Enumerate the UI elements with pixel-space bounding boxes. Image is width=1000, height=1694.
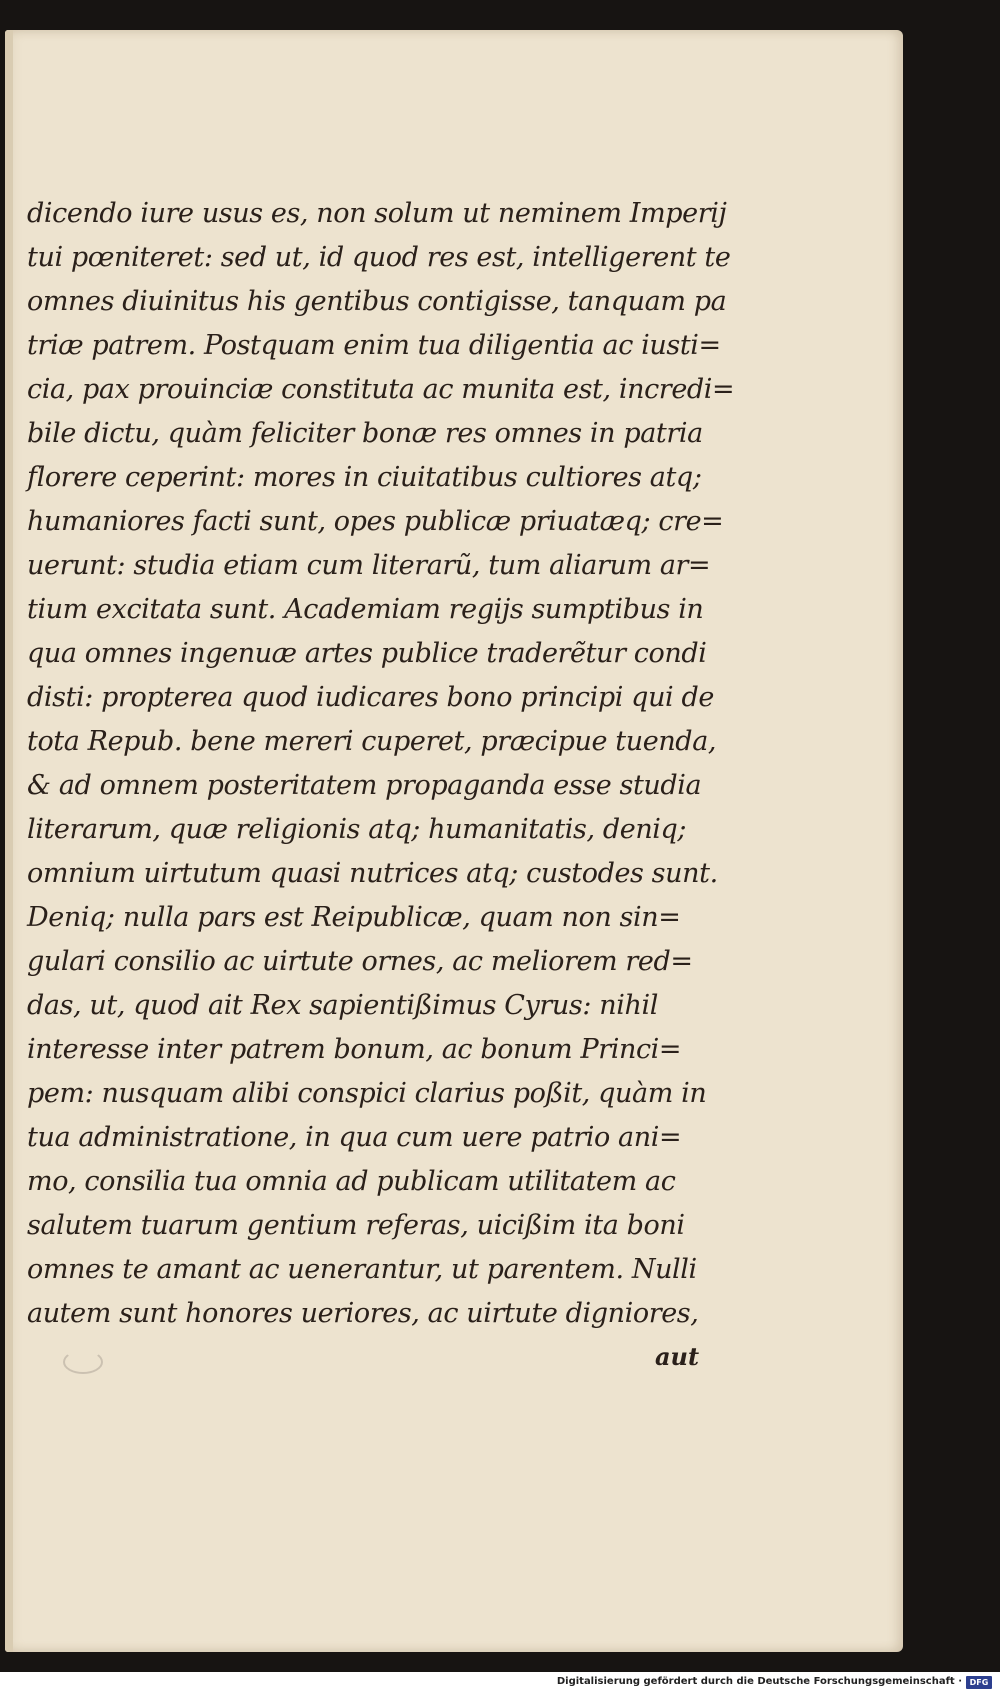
text-line: pem: nusquam alibi conspici clarius poßit, quàm in (27, 1078, 707, 1109)
text-line: omnes te amant ac uenerantur, ut parentem. Nulli (27, 1254, 697, 1285)
text-line: uerunt: studia etiam cum literarũ, tum aliarum ar= (27, 550, 711, 581)
text-line: literarum, quæ religionis atq; humanitatis, deniq; (27, 814, 687, 845)
text-line: tota Repub. bene mereri cuperet, præcipue tuenda, (27, 726, 717, 757)
text-line: disti: propterea quod iudicares bono principi qui de (27, 682, 714, 713)
catchword: aut (655, 1342, 700, 1371)
text-line: mo, consilia tua omnia ad publicam utilitatem ac (27, 1166, 676, 1197)
text-line: triæ patrem. Postquam enim tua diligentia ac iusti= (27, 330, 721, 361)
text-line: autem sunt honores ueriores, ac uirtute digniores, (27, 1298, 699, 1329)
page-edge (5, 30, 13, 1652)
text-line: bile dictu, quàm feliciter bonæ res omnes in patria (27, 418, 703, 449)
text-line: das, ut, quod ait Rex sapientißimus Cyrus: nihil (27, 990, 658, 1021)
funding-notice: Digitalisierung gefördert durch die Deutsche Forschungsgemeinschaft · (556, 1676, 962, 1687)
text-line: cia, pax prouinciæ constituta ac munita est, incredi= (27, 374, 735, 405)
text-line: interesse inter patrem bonum, ac bonum Princi= (27, 1034, 682, 1065)
text-line: omnes diuinitus his gentibus contigisse, tanquam pa (27, 286, 727, 317)
text-line: humaniores facti sunt, opes publicæ priuatæq; cre= (27, 506, 724, 537)
text-line: omnium uirtutum quasi nutrices atq; custodes sunt. (27, 858, 718, 889)
dfg-logo: DFG (966, 1676, 992, 1689)
text-line: gulari consilio ac uirtute ornes, ac meliorem red= (27, 946, 693, 977)
text-line: qua omnes ingenuæ artes publice traderẽtur condi (27, 638, 707, 669)
text-line: florere ceperint: mores in ciuitatibus cultiores atq; (27, 462, 702, 493)
footer-bar (0, 1672, 1000, 1694)
text-line: dicendo iure usus es, non solum ut neminem Imperij (27, 198, 727, 229)
text-line: & ad omnem posteritatem propaganda esse studia (27, 770, 702, 801)
text-line: Deniq; nulla pars est Reipublicæ, quam non sin= (27, 902, 681, 933)
book-page (5, 30, 903, 1652)
text-line: tui pœniteret: sed ut, id quod res est, intelligerent te (27, 242, 731, 273)
text-line: tium excitata sunt. Academiam regijs sumptibus in (27, 594, 704, 625)
text-line: salutem tuarum gentium referas, uicißim ita boni (27, 1210, 685, 1241)
text-line: tua administratione, in qua cum uere patrio ani= (27, 1122, 682, 1153)
page-body-text (27, 192, 735, 1336)
ink-smudge (63, 1350, 103, 1374)
